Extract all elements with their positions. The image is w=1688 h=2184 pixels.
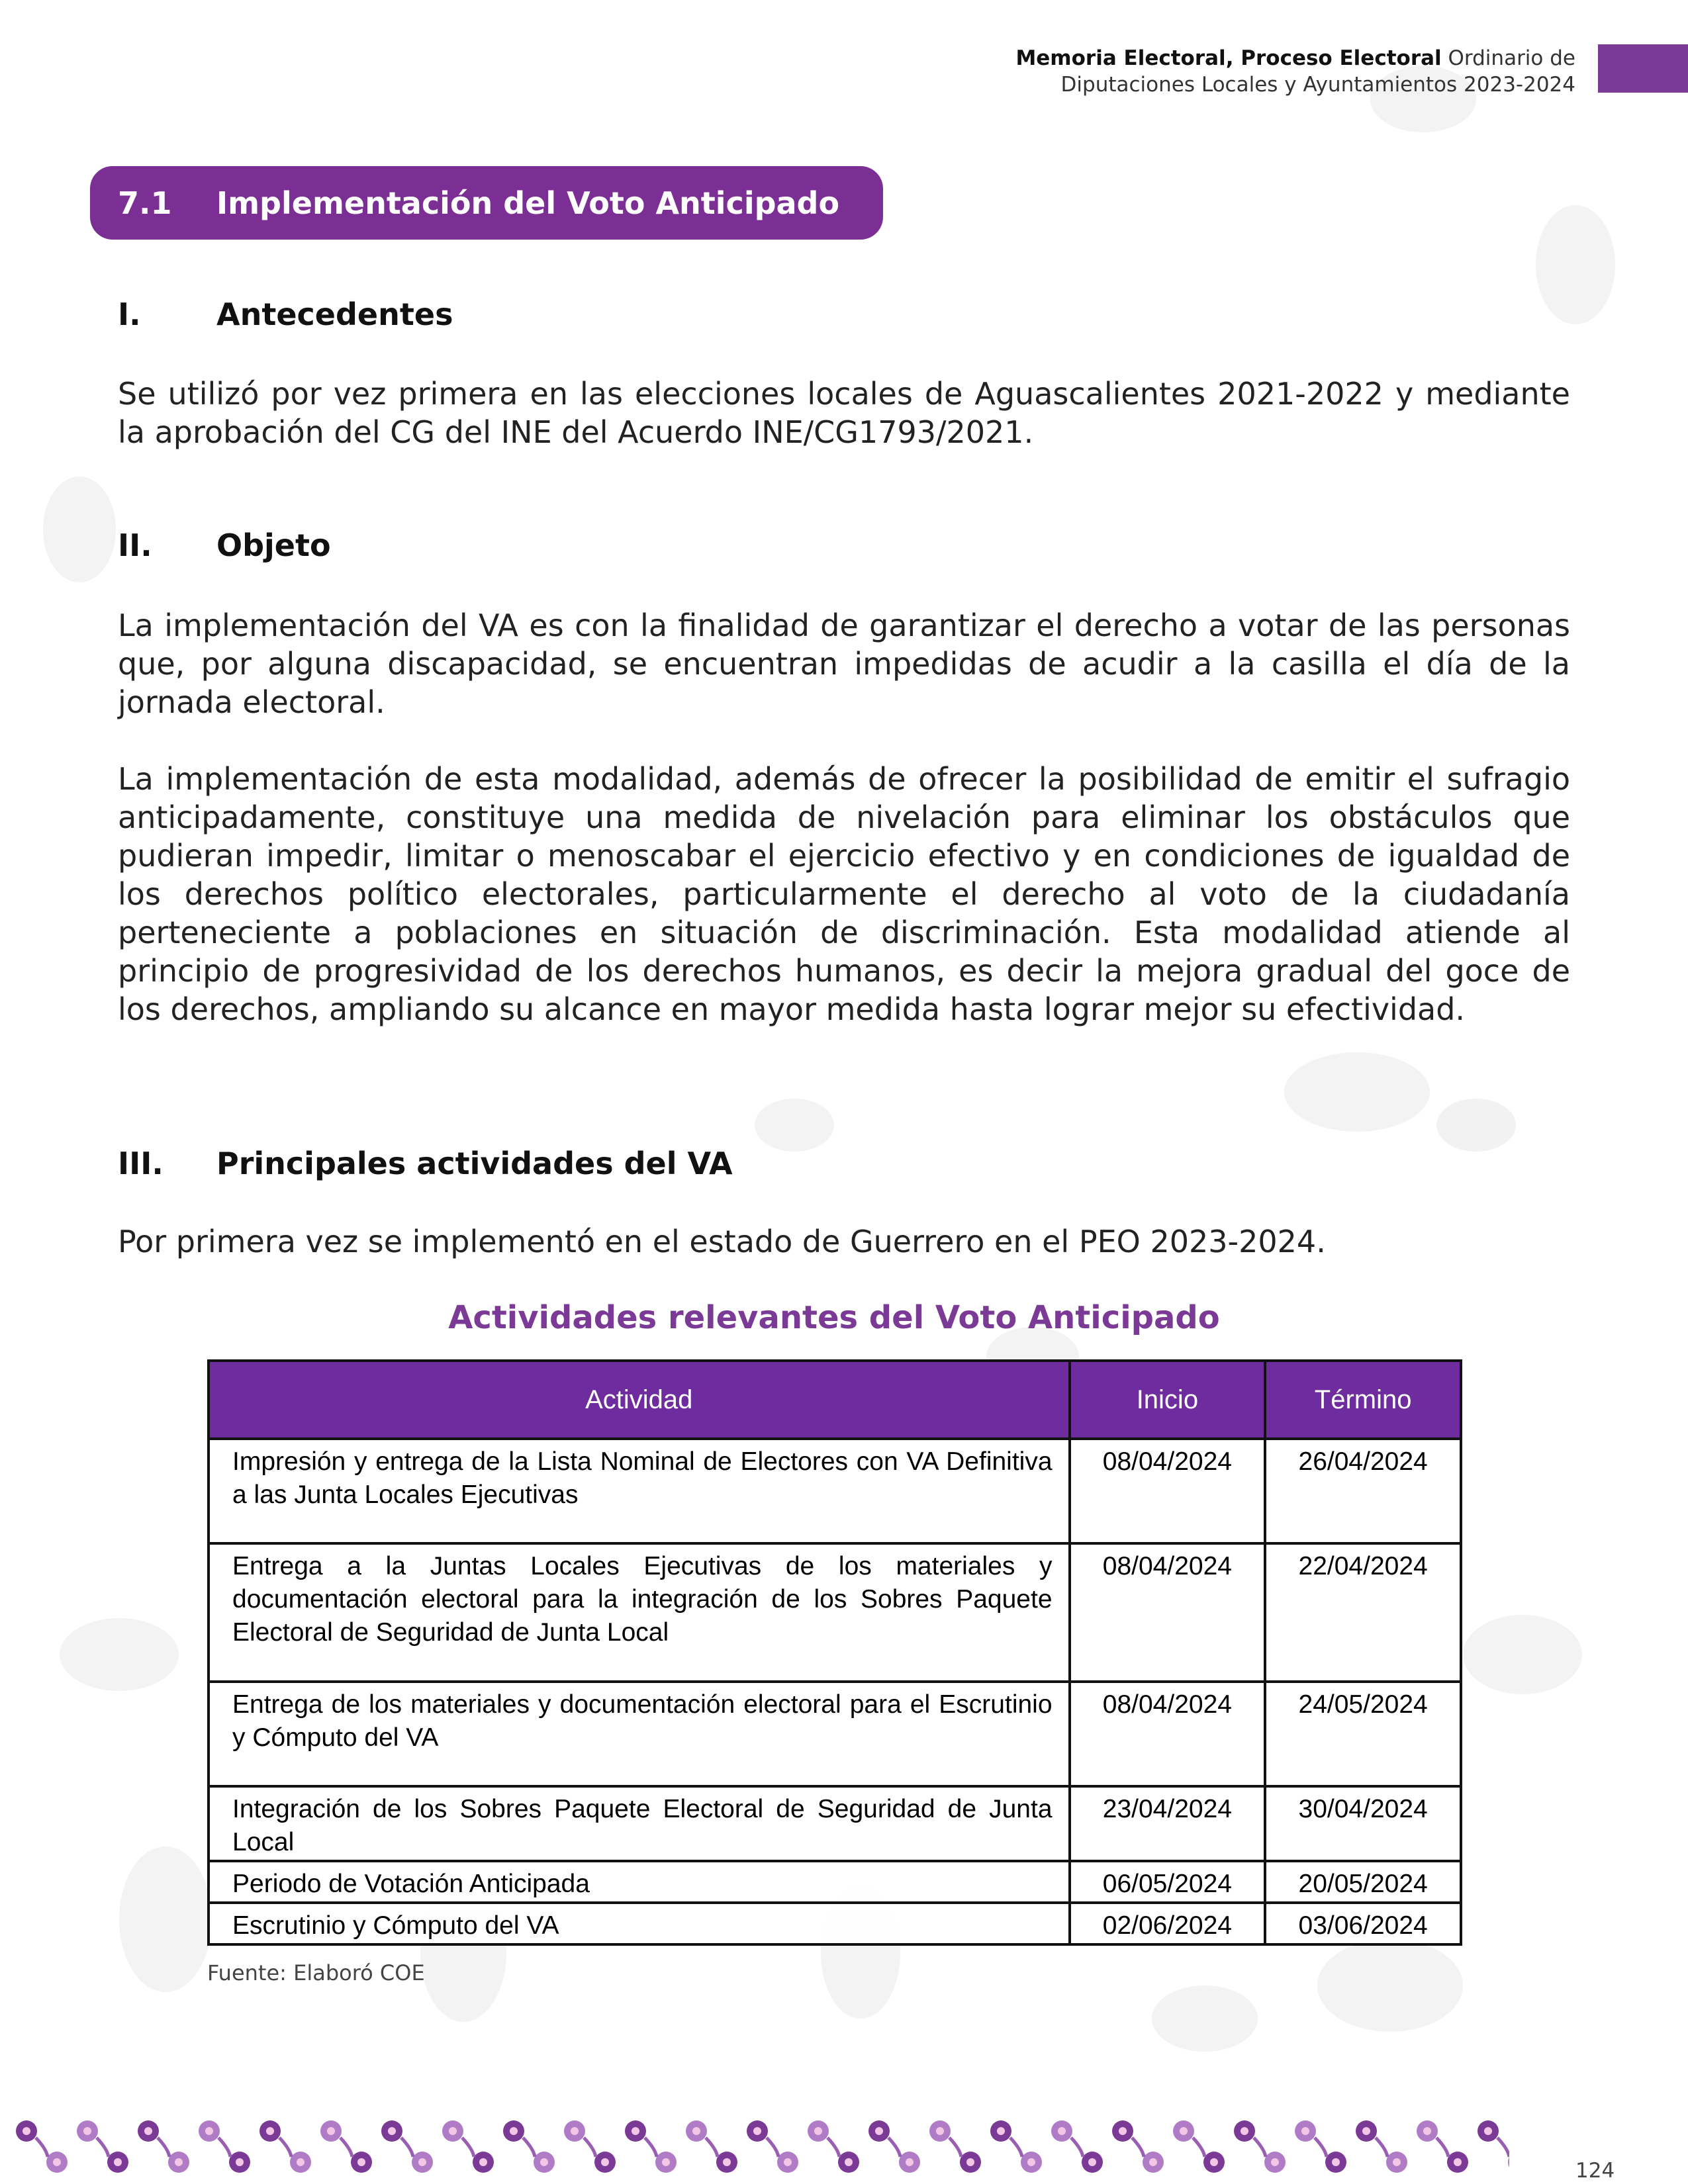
- header-title-rest: Ordinario de: [1448, 46, 1575, 70]
- embroidered-border: [0, 2108, 1509, 2184]
- paragraph-objeto-2: La implementación de esta modalidad, además de ofrecer la posibilidad de emitir el sufragio anticipadamente, constituye una medida de nivelación para eliminar los obstáculos que pudieran impedir, limitar o menoscabar el ejercicio efectivo y en condiciones de igualdad de los derechos político electorales, particularmente el derecho al voto de la ciudadanía perteneciente a poblaciones en situación de discriminación. Esta modalidad atiende al principio de progresividad de los derechos humanos, es decir la mejora gradual del goce de los derechos, ampliando su alcance en mayor medida hasta lograr mejor su efectividad.: [118, 761, 1570, 1027]
- subsection-title: Principales actividades del VA: [216, 1146, 733, 1181]
- cell-termino: 24/05/2024: [1265, 1682, 1461, 1786]
- cell-termino: 20/05/2024: [1265, 1861, 1461, 1903]
- table-header-row: [209, 1361, 1461, 1439]
- paragraph-actividades: Por primera vez se implementó en el estado de Guerrero en el PEO 2023-2024.: [118, 1224, 1326, 1259]
- table-row: [209, 1861, 1461, 1903]
- cell-actividad: Periodo de Votación Anticipada: [209, 1861, 1070, 1903]
- header-subtitle: Diputaciones Locales y Ayuntamientos 2023-2024: [1060, 73, 1575, 97]
- table-row: [209, 1682, 1461, 1786]
- header-tab-accent: [1598, 44, 1688, 93]
- cell-actividad: Impresión y entrega de la Lista Nominal de Electores con VA Definitiva a las Junta Locales Ejecutivas: [209, 1439, 1070, 1543]
- column-header-actividad: Actividad: [209, 1361, 1070, 1439]
- cell-actividad: Integración de los Sobres Paquete Electoral de Seguridad de Junta Local: [209, 1786, 1070, 1861]
- running-header: [847, 45, 1575, 98]
- column-header-termino: Término: [1265, 1361, 1461, 1439]
- column-header-inicio: Inicio: [1070, 1361, 1266, 1439]
- subsection-number: II.: [118, 527, 152, 563]
- cell-inicio: 23/04/2024: [1070, 1786, 1266, 1861]
- cell-actividad: Entrega de los materiales y documentación electoral para el Escrutinio y Cómputo del VA: [209, 1682, 1070, 1786]
- header-title-bold: Memoria Electoral, Proceso Electoral: [1015, 46, 1442, 70]
- cell-termino: 30/04/2024: [1265, 1786, 1461, 1861]
- section-heading: [90, 166, 883, 240]
- cell-inicio: 08/04/2024: [1070, 1439, 1266, 1543]
- table-row: [209, 1439, 1461, 1543]
- table-title: Actividades relevantes del Voto Anticipado: [448, 1299, 1220, 1336]
- subsection-title: Antecedentes: [216, 296, 453, 332]
- cell-inicio: 08/04/2024: [1070, 1543, 1266, 1682]
- table-row: [209, 1903, 1461, 1944]
- page-number: 124: [1575, 2159, 1615, 2183]
- section-number: 7.1: [118, 185, 172, 221]
- table-row: [209, 1786, 1461, 1861]
- subsection-number: I.: [118, 296, 141, 332]
- cell-inicio: 02/06/2024: [1070, 1903, 1266, 1944]
- subsection-title: Objeto: [216, 527, 331, 563]
- activities-table: [207, 1359, 1462, 1946]
- paragraph-objeto-1: La implementación del VA es con la finalidad de garantizar el derecho a votar de las personas que, por alguna discapacidad, se encuentran impedidas de acudir a la casilla el día de la jornada electoral.: [118, 608, 1570, 720]
- table-source-note: Fuente: Elaboró COE: [207, 1960, 425, 1985]
- cell-termino: 22/04/2024: [1265, 1543, 1461, 1682]
- cell-actividad: Escrutinio y Cómputo del VA: [209, 1903, 1070, 1944]
- table-row: [209, 1543, 1461, 1682]
- section-title: Implementación del Voto Anticipado: [216, 185, 840, 221]
- cell-inicio: 06/05/2024: [1070, 1861, 1266, 1903]
- subsection-number: III.: [118, 1146, 164, 1181]
- cell-inicio: 08/04/2024: [1070, 1682, 1266, 1786]
- cell-actividad: Entrega a la Juntas Locales Ejecutivas de los materiales y documentación electoral para la integración de los Sobres Paquete Electoral de Seguridad de Junta Local: [209, 1543, 1070, 1682]
- cell-termino: 26/04/2024: [1265, 1439, 1461, 1543]
- cell-termino: 03/06/2024: [1265, 1903, 1461, 1944]
- paragraph-antecedentes: Se utilizó por vez primera en las elecciones locales de Aguascalientes 2021-2022 y mediante la aprobación del CG del INE del Acuerdo INE/CG1793/2021.: [118, 376, 1570, 450]
